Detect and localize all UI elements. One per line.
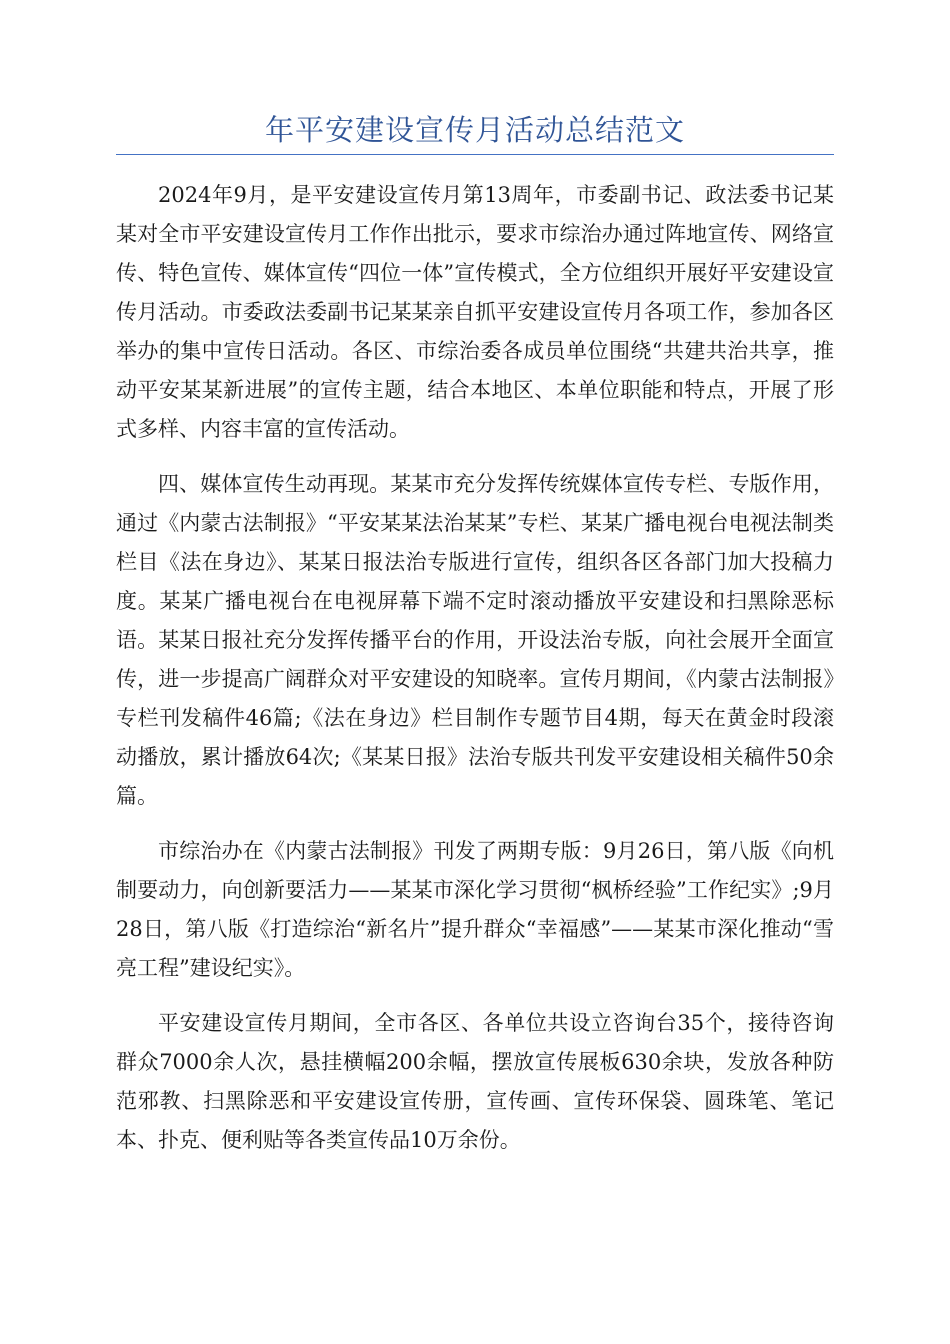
paragraph-statistics: 平安建设宣传月期间，全市各区、各单位共设立咨询台35个，接待咨询群众7000余人次，悬挂横幅200余幅，摆放宣传展板630余块，发放各种防范邪教、扫黑除恶和平安建设宣传册，宣传画、宣传环保袋、圆珠笔、笔记本、扑克、便利贴等各类宣传品10万余份。 [116, 1011, 834, 1152]
document-title: 年平安建设宣传月活动总结范文 [264, 113, 685, 147]
title-underline [116, 154, 834, 155]
document-body [116, 176, 834, 1176]
paragraph-special-editions: 市综治办在《内蒙古法制报》刊发了两期专版：9月26日，第八版《向机制要动力，向创新要活力——某某市深化学习贯彻“枫桥经验”工作纪实》;9月28日，第八版《打造综治“新名片”提升群众“幸福感”——某某市深化推动“雪亮工程”建设纪实》。 [116, 839, 834, 980]
paragraph-intro: 2024年9月，是平安建设宣传月第13周年，市委副书记、政法委书记某某对全市平安建设宣传月工作作出批示，要求市综治办通过阵地宣传、网络宣传、特色宣传、媒体宣传“四位一体”宣传模式，全方位组织开展好平安建设宣传月活动。市委政法委副书记某某亲自抓平安建设宣传月各项工作，参加各区举办的集中宣传日活动。各区、市综治委各成员单位围绕“共建共治共享，推动平安某某新进展”的宣传主题，结合本地区、本单位职能和特点，开展了形式多样、内容丰富的宣传活动。 [116, 183, 834, 441]
paragraph-media-publicity: 四、媒体宣传生动再现。某某市充分发挥传统媒体宣传专栏、专版作用，通过《内蒙古法制报》“平安某某法治某某”专栏、某某广播电视台电视法制类栏目《法在身边》、某某日报法治专版进行宣传，组织各区各部门加大投稿力度。某某广播电视台在电视屏幕下端不定时滚动播放平安建设和扫黑除恶标语。某某日报社充分发挥传播平台的作用，开设法治专版，向社会展开全面宣传，进一步提高广阔群众对平安建设的知晓率。宣传月期间，《内蒙古法制报》专栏刊发稿件46篇;《法在身边》栏目制作专题节目4期，每天在黄金时段滚动播放，累计播放64次;《某某日报》法治专版共刊发平安建设相关稿件50余篇。 [116, 472, 834, 808]
